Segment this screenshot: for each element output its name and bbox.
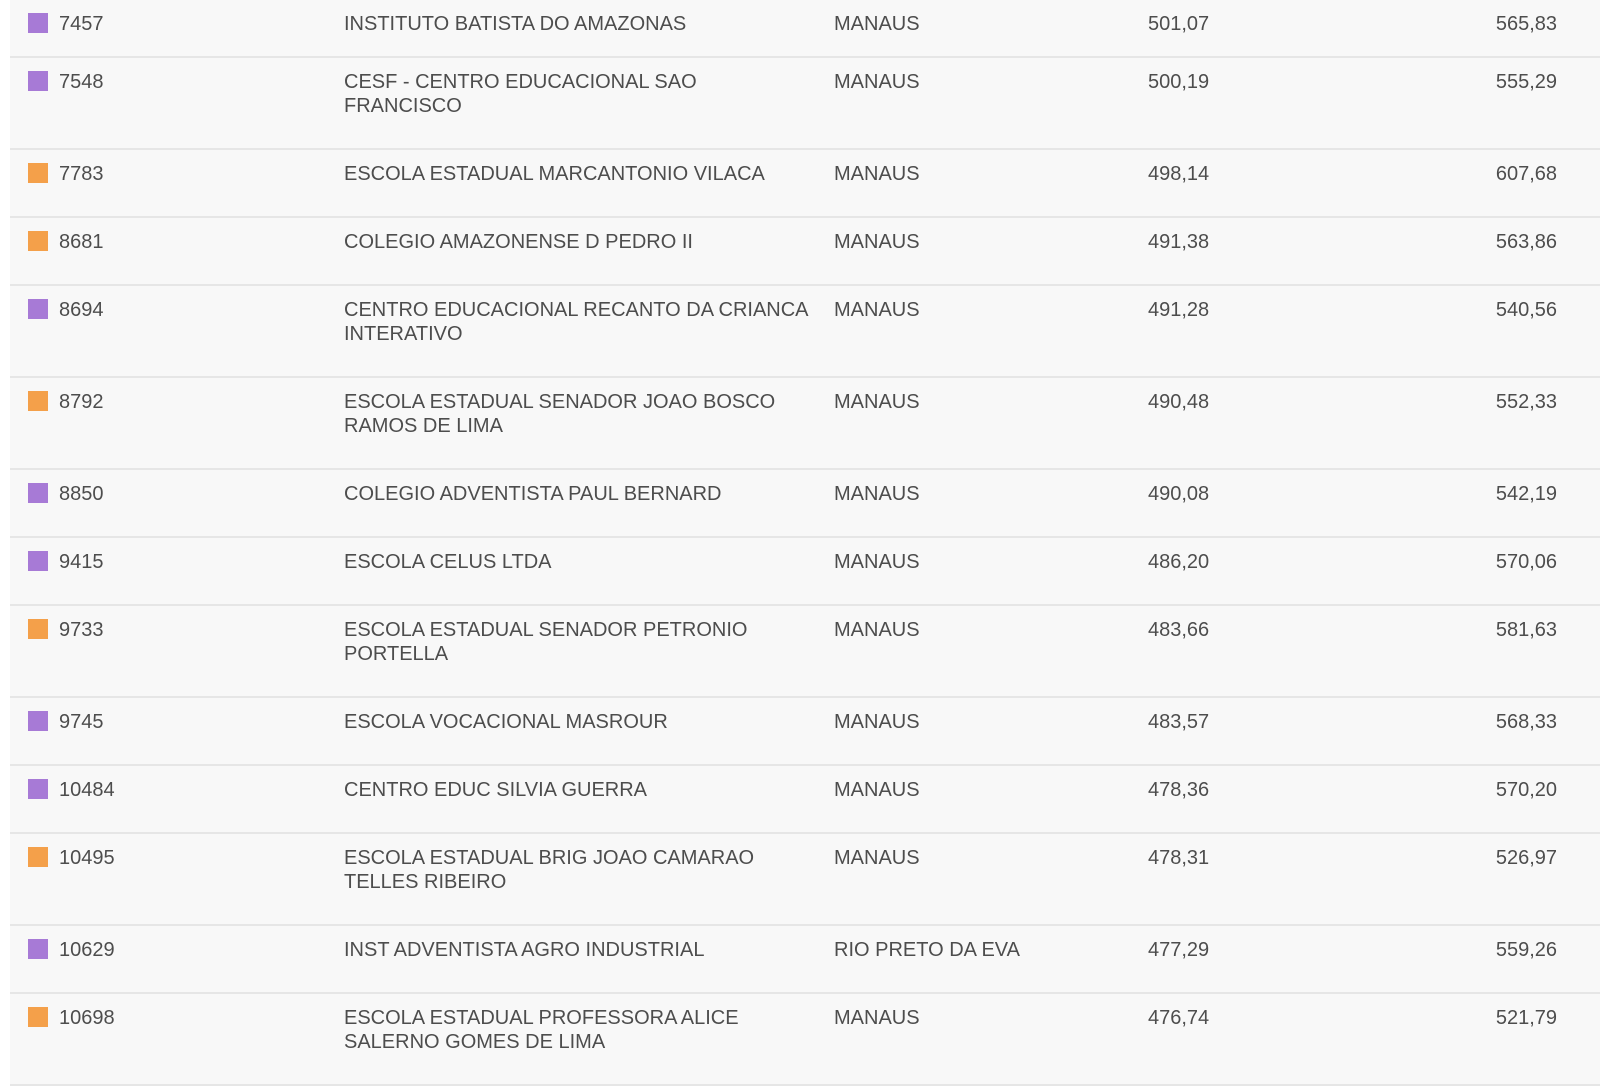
score-2: 565,83 [1495, 13, 1557, 35]
city: MANAUS [834, 71, 920, 93]
category-swatch [28, 13, 48, 33]
score-2: 570,06 [1495, 551, 1557, 573]
school-name: COLEGIO ADVENTISTA PAUL BERNARD [344, 483, 722, 505]
rank: 7457 [59, 13, 104, 35]
school-name: INST ADVENTISTA AGRO INDUSTRIAL [344, 939, 705, 961]
table-row[interactable] [10, 286, 1600, 378]
city: MANAUS [834, 551, 920, 573]
category-swatch [28, 779, 48, 799]
city: MANAUS [834, 231, 920, 253]
school-ranking-table [10, 0, 1600, 1086]
table-row[interactable] [10, 58, 1600, 150]
rank: 9745 [59, 711, 104, 733]
score-2: 552,33 [1495, 391, 1557, 413]
rank: 8681 [59, 231, 104, 253]
category-swatch [28, 711, 48, 731]
score-1: 483,66 [1148, 619, 1210, 641]
score-2: 559,26 [1495, 939, 1557, 961]
rank: 10629 [59, 939, 115, 961]
category-swatch [28, 483, 48, 503]
score-1: 483,57 [1148, 711, 1210, 733]
rank: 8792 [59, 391, 104, 413]
rank: 10495 [59, 847, 115, 869]
score-1: 486,20 [1148, 551, 1210, 573]
city: MANAUS [834, 163, 920, 185]
rank: 10698 [59, 1007, 115, 1029]
rank: 7783 [59, 163, 104, 185]
city: MANAUS [834, 619, 920, 641]
score-2: 526,97 [1495, 847, 1557, 869]
city: RIO PRETO DA EVA [834, 939, 1020, 961]
score-2: 521,79 [1495, 1007, 1557, 1029]
score-1: 501,07 [1148, 13, 1210, 35]
table-row[interactable] [10, 698, 1600, 766]
city: MANAUS [834, 779, 920, 801]
rank: 9733 [59, 619, 104, 641]
city: MANAUS [834, 483, 920, 505]
table-row[interactable] [10, 766, 1600, 834]
rank: 9415 [59, 551, 104, 573]
score-1: 491,28 [1148, 299, 1210, 321]
category-swatch [28, 71, 48, 91]
city: MANAUS [834, 391, 920, 413]
category-swatch [28, 619, 48, 639]
score-1: 478,31 [1148, 847, 1210, 869]
school-name: ESCOLA ESTADUAL SENADOR PETRONIO PORTELLA [344, 619, 748, 665]
category-swatch [28, 847, 48, 867]
score-1: 490,48 [1148, 391, 1210, 413]
school-name: ESCOLA ESTADUAL PROFESSORA ALICE SALERNO GOMES DE LIMA [344, 1007, 739, 1053]
category-swatch [28, 299, 48, 319]
table-row[interactable] [10, 0, 1600, 58]
city: MANAUS [834, 1007, 920, 1029]
rank: 8850 [59, 483, 104, 505]
rank: 10484 [59, 779, 115, 801]
category-swatch [28, 163, 48, 183]
category-swatch [28, 231, 48, 251]
score-2: 563,86 [1495, 231, 1557, 253]
school-name: CENTRO EDUCACIONAL RECANTO DA CRIANCA INTERATIVO [344, 299, 808, 345]
school-name: ESCOLA ESTADUAL SENADOR JOAO BOSCO RAMOS DE LIMA [344, 391, 776, 437]
city: MANAUS [834, 299, 920, 321]
score-1: 491,38 [1148, 231, 1210, 253]
score-2: 607,68 [1495, 163, 1557, 185]
score-1: 490,08 [1148, 483, 1210, 505]
score-2: 540,56 [1495, 299, 1557, 321]
school-name: COLEGIO AMAZONENSE D PEDRO II [344, 231, 693, 253]
table-row[interactable] [10, 926, 1600, 994]
score-1: 478,36 [1148, 779, 1210, 801]
school-name: ESCOLA CELUS LTDA [344, 551, 552, 573]
score-2: 570,20 [1495, 779, 1557, 801]
table-row[interactable] [10, 606, 1600, 698]
table-row[interactable] [10, 994, 1600, 1086]
score-2: 568,33 [1495, 711, 1557, 733]
category-swatch [28, 391, 48, 411]
score-1: 498,14 [1148, 163, 1210, 185]
rank: 7548 [59, 71, 104, 93]
category-swatch [28, 1007, 48, 1027]
table-row[interactable] [10, 150, 1600, 218]
score-1: 500,19 [1148, 71, 1210, 93]
school-name: ESCOLA VOCACIONAL MASROUR [344, 711, 668, 733]
rank: 8694 [59, 299, 104, 321]
school-name: ESCOLA ESTADUAL MARCANTONIO VILACA [344, 163, 765, 185]
category-swatch [28, 939, 48, 959]
category-swatch [28, 551, 48, 571]
table-row[interactable] [10, 218, 1600, 286]
score-2: 542,19 [1495, 483, 1557, 505]
city: MANAUS [834, 847, 920, 869]
school-name: CESF - CENTRO EDUCACIONAL SAO FRANCISCO [344, 71, 697, 117]
city: MANAUS [834, 13, 920, 35]
table-row[interactable] [10, 378, 1600, 470]
school-name: ESCOLA ESTADUAL BRIG JOAO CAMARAO TELLES RIBEIRO [344, 847, 755, 893]
table-row[interactable] [10, 538, 1600, 606]
score-1: 476,74 [1148, 1007, 1210, 1029]
score-2: 581,63 [1495, 619, 1557, 641]
school-name: CENTRO EDUC SILVIA GUERRA [344, 779, 648, 801]
table-row[interactable] [10, 834, 1600, 926]
table-row[interactable] [10, 470, 1600, 538]
score-1: 477,29 [1148, 939, 1210, 961]
city: MANAUS [834, 711, 920, 733]
score-2: 555,29 [1495, 71, 1557, 93]
school-name: INSTITUTO BATISTA DO AMAZONAS [344, 13, 687, 35]
